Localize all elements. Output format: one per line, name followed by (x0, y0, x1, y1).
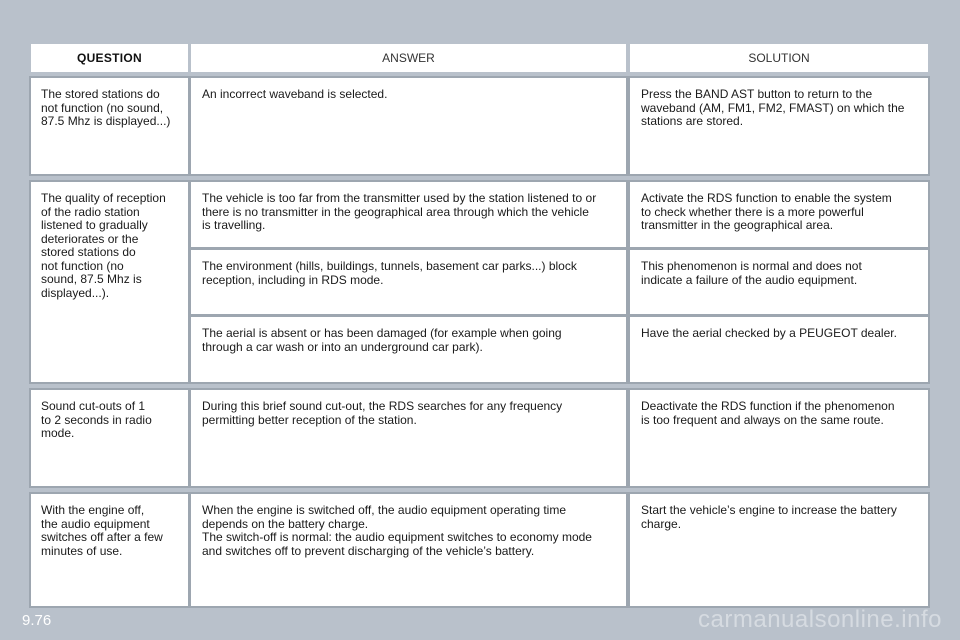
solution-cell: Have the aerial checked by a PEUGEOT dealer. (630, 317, 928, 382)
answer-cell: The vehicle is too far from the transmitter used by the station listened to or there is no transmitter in the geographical area through which the vehicle is travelling. (191, 182, 626, 247)
answer-cell: The environment (hills, buildings, tunnels, basement car parks...) block reception, including in RDS mode. (191, 250, 626, 314)
solution-cell: Start the vehicle’s engine to increase the battery charge. (630, 494, 928, 606)
header-answer: ANSWER (191, 44, 626, 72)
solution-cell: Deactivate the RDS function if the phenomenon is too frequent and always on the same route. (630, 390, 928, 486)
question-cell: The quality of reception of the radio station listened to gradually deteriorates or the stored stations do not function (no sound, 87.5 Mhz is displayed...). (31, 182, 188, 382)
header-solution: SOLUTION (630, 44, 928, 72)
row-group-stored-stations (29, 76, 930, 176)
watermark: carmanualsonline.info (698, 606, 942, 633)
answer-cell: The aerial is absent or has been damaged (for example when going through a car wash or into an underground car park). (191, 317, 626, 382)
answer-cell: During this brief sound cut-out, the RDS searches for any frequency permitting better reception of the station. (191, 390, 626, 486)
question-cell: The stored stations do not function (no sound, 87.5 Mhz is displayed...) (31, 78, 188, 174)
answer-cell: When the engine is switched off, the audio equipment operating time depends on the battery charge. The switch-off is normal: the audio equipment switches to economy mode and switches off to prevent discharging of the vehicle’s battery. (191, 494, 626, 606)
page-number: 9.76 (22, 612, 52, 629)
header-question: QUESTION (31, 44, 188, 72)
solution-cell: Press the BAND AST button to return to the waveband (AM, FM1, FM2, FMAST) on which the stations are stored. (630, 78, 928, 174)
question-cell: With the engine off, the audio equipment switches off after a few minutes of use. (31, 494, 188, 606)
row-group-engine-off (29, 492, 930, 608)
row-group-sound-cutouts (29, 388, 930, 488)
solution-cell: This phenomenon is normal and does not indicate a failure of the audio equipment. (630, 250, 928, 314)
answer-cell: An incorrect waveband is selected. (191, 78, 626, 174)
row-group-reception-quality (29, 180, 930, 384)
question-cell: Sound cut-outs of 1 to 2 seconds in radio mode. (31, 390, 188, 486)
solution-cell: Activate the RDS function to enable the system to check whether there is a more powerful transmitter in the geographical area. (630, 182, 928, 247)
